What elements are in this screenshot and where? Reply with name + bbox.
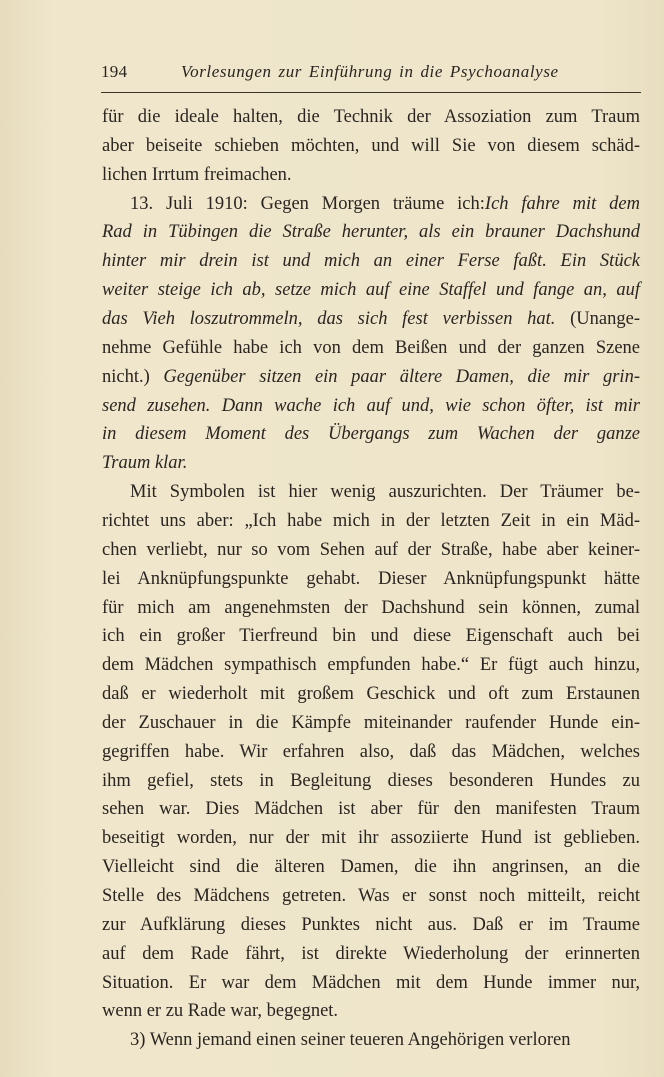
text-segment: nehme Gefühle habe ich von dem Beißen und der ganzen Szene	[102, 337, 640, 358]
text-line	[102, 711, 640, 735]
text-line	[102, 653, 640, 677]
text-segment: wenn er zu Rade war, begegnet.	[102, 1001, 339, 1022]
text-segment: für mich am angenehmsten der Dachshund sein können, zumal	[102, 597, 640, 618]
text-segment: chen verliebt, nur so vom Sehen auf der Straße, habe aber keiner-	[102, 539, 640, 560]
text-line	[102, 971, 640, 995]
text-line	[102, 769, 640, 793]
italic-text-segment: in diesem Moment des Übergangs zum Wachen der ganze	[102, 424, 640, 445]
text-line	[102, 278, 640, 302]
text-segment: auf dem Rade fährt, ist direkte Wiederholung der erinnerten	[102, 943, 640, 964]
text-segment: 13. Juli 1910: Gegen Morgen träume ich:	[130, 193, 485, 214]
text-line	[102, 307, 640, 331]
running-title: Vorlesungen zur Einführung in die Psychoanalyse	[181, 62, 559, 81]
text-line	[102, 740, 640, 764]
text-line	[102, 451, 640, 475]
text-line	[102, 220, 640, 244]
text-segment: der Zuschauer in die Kämpfe miteinander raufender Hunde ein-	[102, 712, 640, 733]
text-line	[102, 509, 640, 533]
text-segment: richtet uns aber: „Ich habe mich in der letzten Zeit in ein Mäd-	[102, 510, 640, 531]
text-segment: lichen Irrtum freimachen.	[102, 164, 292, 185]
italic-text-segment: Rad in Tübingen die Straße herunter, als ein brauner Dachshund	[102, 222, 640, 243]
text-segment: Mit Symbolen ist hier wenig auszurichten. Der Träumer be-	[130, 482, 640, 503]
text-line	[102, 797, 640, 821]
text-line	[130, 480, 640, 504]
italic-text-segment: weiter steige ich ab, setze mich auf eine Staffel und fange an, auf	[102, 280, 640, 301]
text-segment: für die ideale halten, die Technik der Assoziation zum Traum	[102, 107, 640, 127]
text-segment: Situation. Er war dem Mädchen mit dem Hunde immer nur,	[102, 972, 640, 993]
italic-text-segment: send zusehen. Dann wache ich auf und, wie schon öfter, ist mir	[102, 395, 640, 416]
text-segment: ihm gefiel, stets in Begleitung dieses besonderen Hundes zu	[102, 770, 640, 791]
text-segment: beseitigt worden, nur der mit ihr assoziierte Hund ist geblieben.	[102, 828, 640, 849]
italic-text-segment: Gegenüber sitzen ein paar ältere Damen, die mir grin-	[163, 366, 640, 387]
text-line	[102, 422, 640, 446]
text-segment: dem Mädchen sympathisch empfunden habe.“ Er fügt auch hinzu,	[102, 655, 640, 676]
text-line	[102, 826, 640, 850]
text-line	[102, 538, 640, 562]
italic-text-segment: das Vieh loszutrommeln, das sich fest verbissen hat.	[102, 309, 556, 329]
text-line	[102, 999, 640, 1023]
text-segment: (Unange-	[555, 309, 640, 329]
text-line	[102, 884, 640, 908]
text-line	[102, 163, 640, 187]
text-segment: ich ein großer Tierfreund bin und diese Eigenschaft auch bei	[102, 626, 640, 647]
text-line	[102, 249, 640, 273]
text-segment: aber beiseite schieben möchten, und will Sie von diesem schäd-	[102, 135, 640, 156]
text-segment: 3) Wenn jemand einen seiner teueren Angehörigen verloren	[130, 1030, 571, 1051]
text-line	[130, 192, 640, 216]
text-line	[102, 913, 640, 937]
page-number: 194	[101, 62, 128, 81]
text-line	[102, 682, 640, 706]
text-line	[102, 336, 640, 360]
text-line	[130, 1028, 640, 1052]
text-segment: gegriffen habe. Wir erfahren also, daß das Mädchen, welches	[102, 741, 640, 762]
italic-text-segment: Ich fahre mit dem	[484, 193, 640, 214]
text-line	[102, 855, 640, 879]
text-segment: lei Anknüpfungspunkte gehabt. Dieser Anknüpfungspunkt hätte	[102, 568, 640, 589]
text-line	[102, 624, 640, 648]
italic-text-segment: hinter mir drein ist und mich an einer Ferse faßt. Ein Stück	[102, 251, 640, 272]
text-line	[102, 105, 640, 129]
text-line	[102, 134, 640, 158]
text-segment: daß er wiederholt mit großem Geschick und oft zum Erstaunen	[102, 684, 640, 704]
text-line	[102, 394, 640, 418]
text-segment: Vielleicht sind die älteren Damen, die ihn angrinsen, an die	[102, 857, 640, 878]
text-line	[102, 596, 640, 620]
text-line	[102, 942, 640, 966]
italic-text-segment: Traum klar.	[102, 453, 188, 474]
text-segment: sehen war. Dies Mädchen ist aber für den manifesten Traum	[102, 799, 640, 820]
text-segment: zur Aufklärung dieses Punktes nicht aus. Daß er im Traume	[102, 914, 640, 935]
text-line	[102, 365, 640, 389]
text-segment: nicht.)	[102, 366, 164, 387]
text-segment: Stelle des Mädchens getreten. Was er sonst noch mitteilt, reicht	[102, 886, 640, 906]
text-line	[102, 567, 640, 591]
